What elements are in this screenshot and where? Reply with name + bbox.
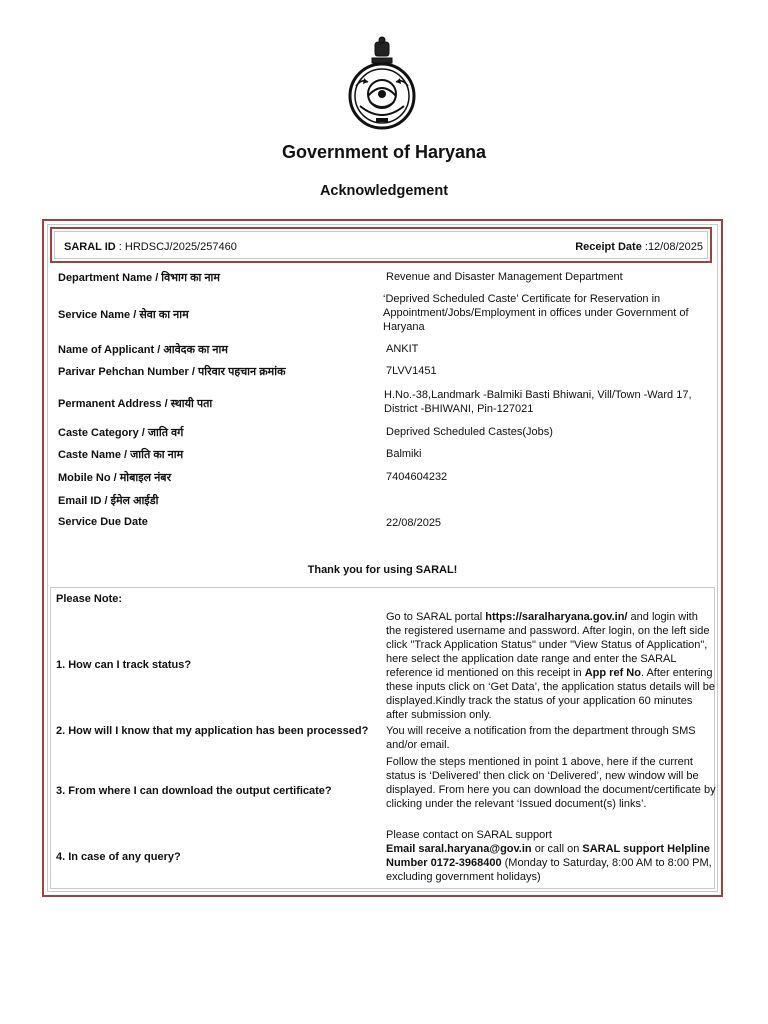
detail-label: Mobile No / मोबाइल नंबर (58, 472, 172, 484)
faq-answer: Please contact on SARAL support Email saral.haryana@gov.in or call on SARAL support Helpline Number 0172-3968400 (Monday to Saturday, 8:00 AM to 8:00 PM, excluding government holidays) (386, 829, 712, 883)
detail-label: Parivar Pehchan Number / परिवार पहचान क्रमांक (58, 366, 286, 378)
detail-label: Email ID / ईमेल आईडी (58, 495, 159, 507)
detail-label: Service Due Date (58, 516, 148, 528)
detail-value: Balmiki (386, 448, 422, 460)
detail-label: Caste Name / जाति का नाम (58, 449, 184, 461)
faq-question: 2. How will I know that my application has been processed? (56, 725, 369, 737)
detail-label: Service Name / सेवा का नाम (58, 309, 189, 321)
detail-value: ‘Deprived Scheduled Caste’ Certificate for Reservation in Appointment/Jobs/Employment in offices under Government of Haryana (383, 293, 689, 333)
faq-question: 3. From where I can download the output certificate? (56, 785, 332, 797)
acknowledgement-frame (42, 219, 723, 897)
receipt-id-bar (50, 227, 712, 263)
faq-question: 4. In case of any query? (56, 851, 181, 863)
detail-value: Revenue and Disaster Management Department (386, 271, 623, 283)
faq-answer: You will receive a notification from the department through SMS and/or email. (386, 725, 696, 751)
detail-value: H.No.-38,Landmark -Balmiki Basti Bhiwani, Vill/Town -Ward 17, District -BHIWANI, Pin-127021 (384, 389, 692, 415)
detail-value: ANKIT (386, 343, 419, 355)
support-email[interactable]: Email saral.haryana@gov.in (386, 843, 532, 855)
haryana-emblem-icon (346, 34, 418, 130)
detail-label: Department Name / विभाग का नाम (58, 272, 220, 284)
support-helpline: SARAL support Helpline Number 0172-3968400 (386, 843, 710, 869)
receipt-date: Receipt Date :12/08/2025 (575, 241, 703, 253)
please-note-section (50, 587, 715, 889)
detail-label: Caste Category / जाति वर्ग (58, 427, 184, 439)
detail-value: Deprived Scheduled Castes(Jobs) (386, 426, 553, 438)
detail-label: Name of Applicant / आवेदक का नाम (58, 344, 228, 356)
detail-label: Permanent Address / स्थायी पता (58, 398, 213, 410)
page-subtitle: Acknowledgement (319, 183, 449, 199)
saral-id: SARAL ID : HRDSCJ/2025/257460 (64, 241, 237, 253)
detail-value: 7404604232 (386, 471, 448, 483)
faq-answer: Follow the steps mentioned in point 1 above, here if the current status is ‘Delivered’ then click on ‘Delivered’, new window will be displayed. From here you can download the document/certificate by clicking under the relevant ‘Issued document(s) links’. (386, 756, 716, 810)
faq-answer: Go to SARAL portal https://saralharyana.gov.in/ and login with the registered username and password. After login, on the left side click "Track Application Status" under "View Status of Application", here select the application date range and enter the SARAL reference id mentioned on this receipt in App ref No. After entering these inputs click on ‘Get Data’, the application status details will be displayed.Kindly track the status of your application 60 minutes after submission only. (386, 611, 715, 721)
faq-question: 1. How can I track status? (56, 659, 192, 671)
thank-you-message: Thank you for using SARAL! (307, 564, 458, 576)
saral-portal-link[interactable]: https://saralharyana.gov.in/ (485, 611, 628, 623)
detail-value: 22/08/2025 (386, 517, 442, 529)
page-title: Government of Haryana (281, 142, 487, 162)
detail-value: 7LVV1451 (386, 365, 437, 377)
note-title: Please Note: (56, 593, 123, 605)
